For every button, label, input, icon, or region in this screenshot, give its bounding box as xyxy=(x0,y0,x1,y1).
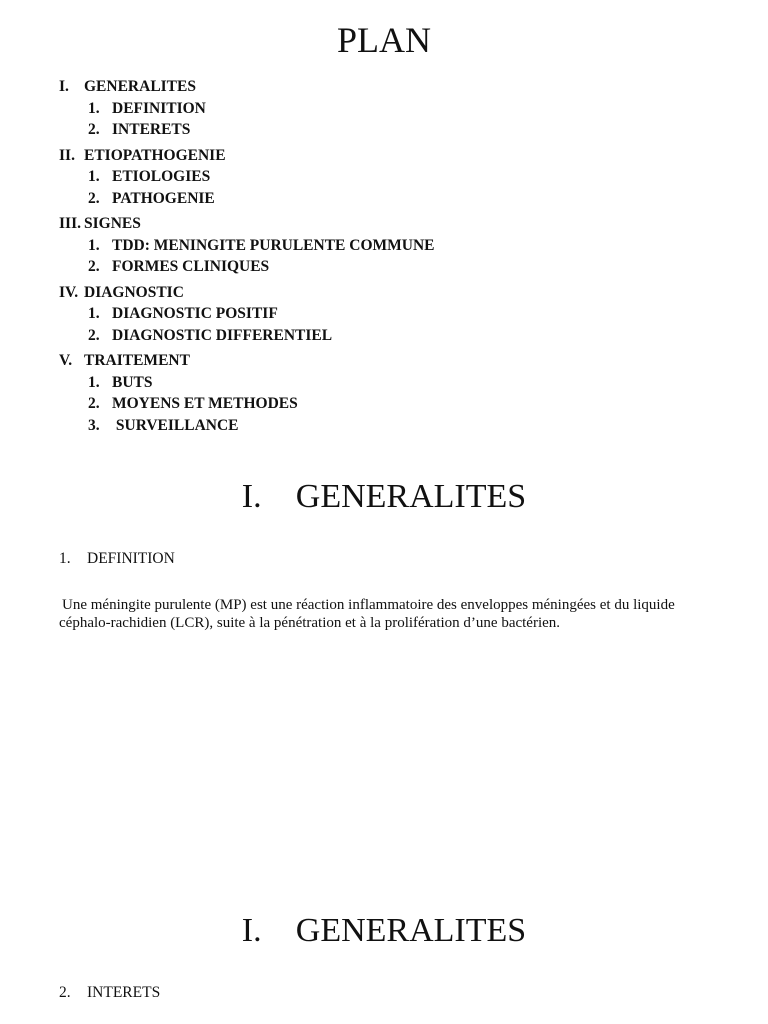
toc-section-diagnostic xyxy=(59,282,659,347)
section-heading-label: GENERALITES xyxy=(295,478,527,515)
toc-sub-number: 1. xyxy=(88,373,100,391)
toc-sub-label: SURVEILLANCE xyxy=(112,416,239,434)
toc-sub-label: PATHOGENIE xyxy=(112,189,215,207)
toc-sub-item xyxy=(59,98,659,120)
toc-sub-number: 1. xyxy=(88,168,100,185)
toc-main-number: IV. xyxy=(59,283,79,301)
section-heading-label: GENERALITES xyxy=(295,912,527,949)
toc-sub-number: 1. xyxy=(88,99,100,117)
toc-main-label: SIGNES xyxy=(84,215,141,232)
toc-sub-number: 1. xyxy=(88,305,100,322)
toc-main-item xyxy=(59,145,659,167)
toc-sub-label: ETIOLOGIES xyxy=(112,168,211,185)
toc-sub-label: INTERETS xyxy=(112,121,191,138)
plan-title: PLAN xyxy=(336,20,431,60)
subheading-number: 1. xyxy=(59,550,71,567)
toc-section-etiopathogenie xyxy=(59,145,659,210)
section-heading-generalites-repeat xyxy=(0,911,768,951)
section-heading-number: I. xyxy=(241,478,262,515)
table-of-contents xyxy=(59,76,659,440)
toc-sub-item xyxy=(59,415,659,437)
toc-sub-label: DEFINITION xyxy=(112,99,206,117)
toc-sub-item xyxy=(59,393,659,415)
toc-main-label: ETIOPATHOGENIE xyxy=(84,146,226,164)
toc-main-item xyxy=(59,282,659,304)
toc-sub-item xyxy=(59,256,659,278)
toc-main-number: I. xyxy=(59,78,69,95)
toc-sub-label: TDD: MENINGITE PURULENTE COMMUNE xyxy=(112,236,435,254)
toc-sub-label: FORMES CLINIQUES xyxy=(112,258,270,275)
definition-paragraph: Une méningite purulente (MP) est une réaction inflammatoire des enveloppes méningées et du liquide céphalo-rachidien (LCR), suite à la pénétration et à la prolifération d’une bactérien. xyxy=(59,597,675,631)
subheading-definition xyxy=(59,549,175,569)
subheading-interets xyxy=(59,983,160,1003)
toc-main-number: III. xyxy=(59,215,81,232)
toc-sub-item xyxy=(59,119,659,141)
toc-sub-item xyxy=(59,325,659,347)
toc-main-label: DIAGNOSTIC xyxy=(84,283,184,301)
toc-sub-number: 3. xyxy=(88,416,100,434)
toc-main-number: V. xyxy=(59,352,73,369)
toc-main-item xyxy=(59,350,659,372)
toc-main-item xyxy=(59,213,659,235)
toc-sub-number: 1. xyxy=(88,236,100,254)
toc-sub-label: BUTS xyxy=(112,373,153,391)
subheading-label: INTERETS xyxy=(87,984,161,1001)
toc-sub-item xyxy=(59,372,659,394)
toc-sub-label: DIAGNOSTIC DIFFERENTIEL xyxy=(112,326,333,344)
toc-main-item xyxy=(59,76,659,98)
toc-sub-label: MOYENS ET METHODES xyxy=(112,395,298,412)
section-heading-generalites xyxy=(0,477,768,517)
subheading-number: 2. xyxy=(59,984,71,1001)
toc-sub-number: 2. xyxy=(88,121,100,138)
toc-section-signes xyxy=(59,213,659,278)
toc-sub-number: 2. xyxy=(88,258,100,275)
section-heading-number: I. xyxy=(241,912,262,949)
toc-sub-item xyxy=(59,303,659,325)
subheading-label: DEFINITION xyxy=(87,550,175,567)
toc-section-traitement xyxy=(59,350,659,436)
toc-section-generalites xyxy=(59,76,659,141)
toc-sub-number: 2. xyxy=(88,189,100,207)
toc-main-number: II. xyxy=(59,146,75,164)
toc-sub-item xyxy=(59,235,659,257)
toc-sub-item xyxy=(59,188,659,210)
toc-main-label: GENERALITES xyxy=(84,78,196,95)
toc-sub-label: DIAGNOSTIC POSITIF xyxy=(112,305,278,322)
toc-sub-item xyxy=(59,166,659,188)
toc-sub-number: 2. xyxy=(88,395,100,412)
toc-sub-number: 2. xyxy=(88,326,100,344)
toc-main-label: TRAITEMENT xyxy=(84,352,190,369)
